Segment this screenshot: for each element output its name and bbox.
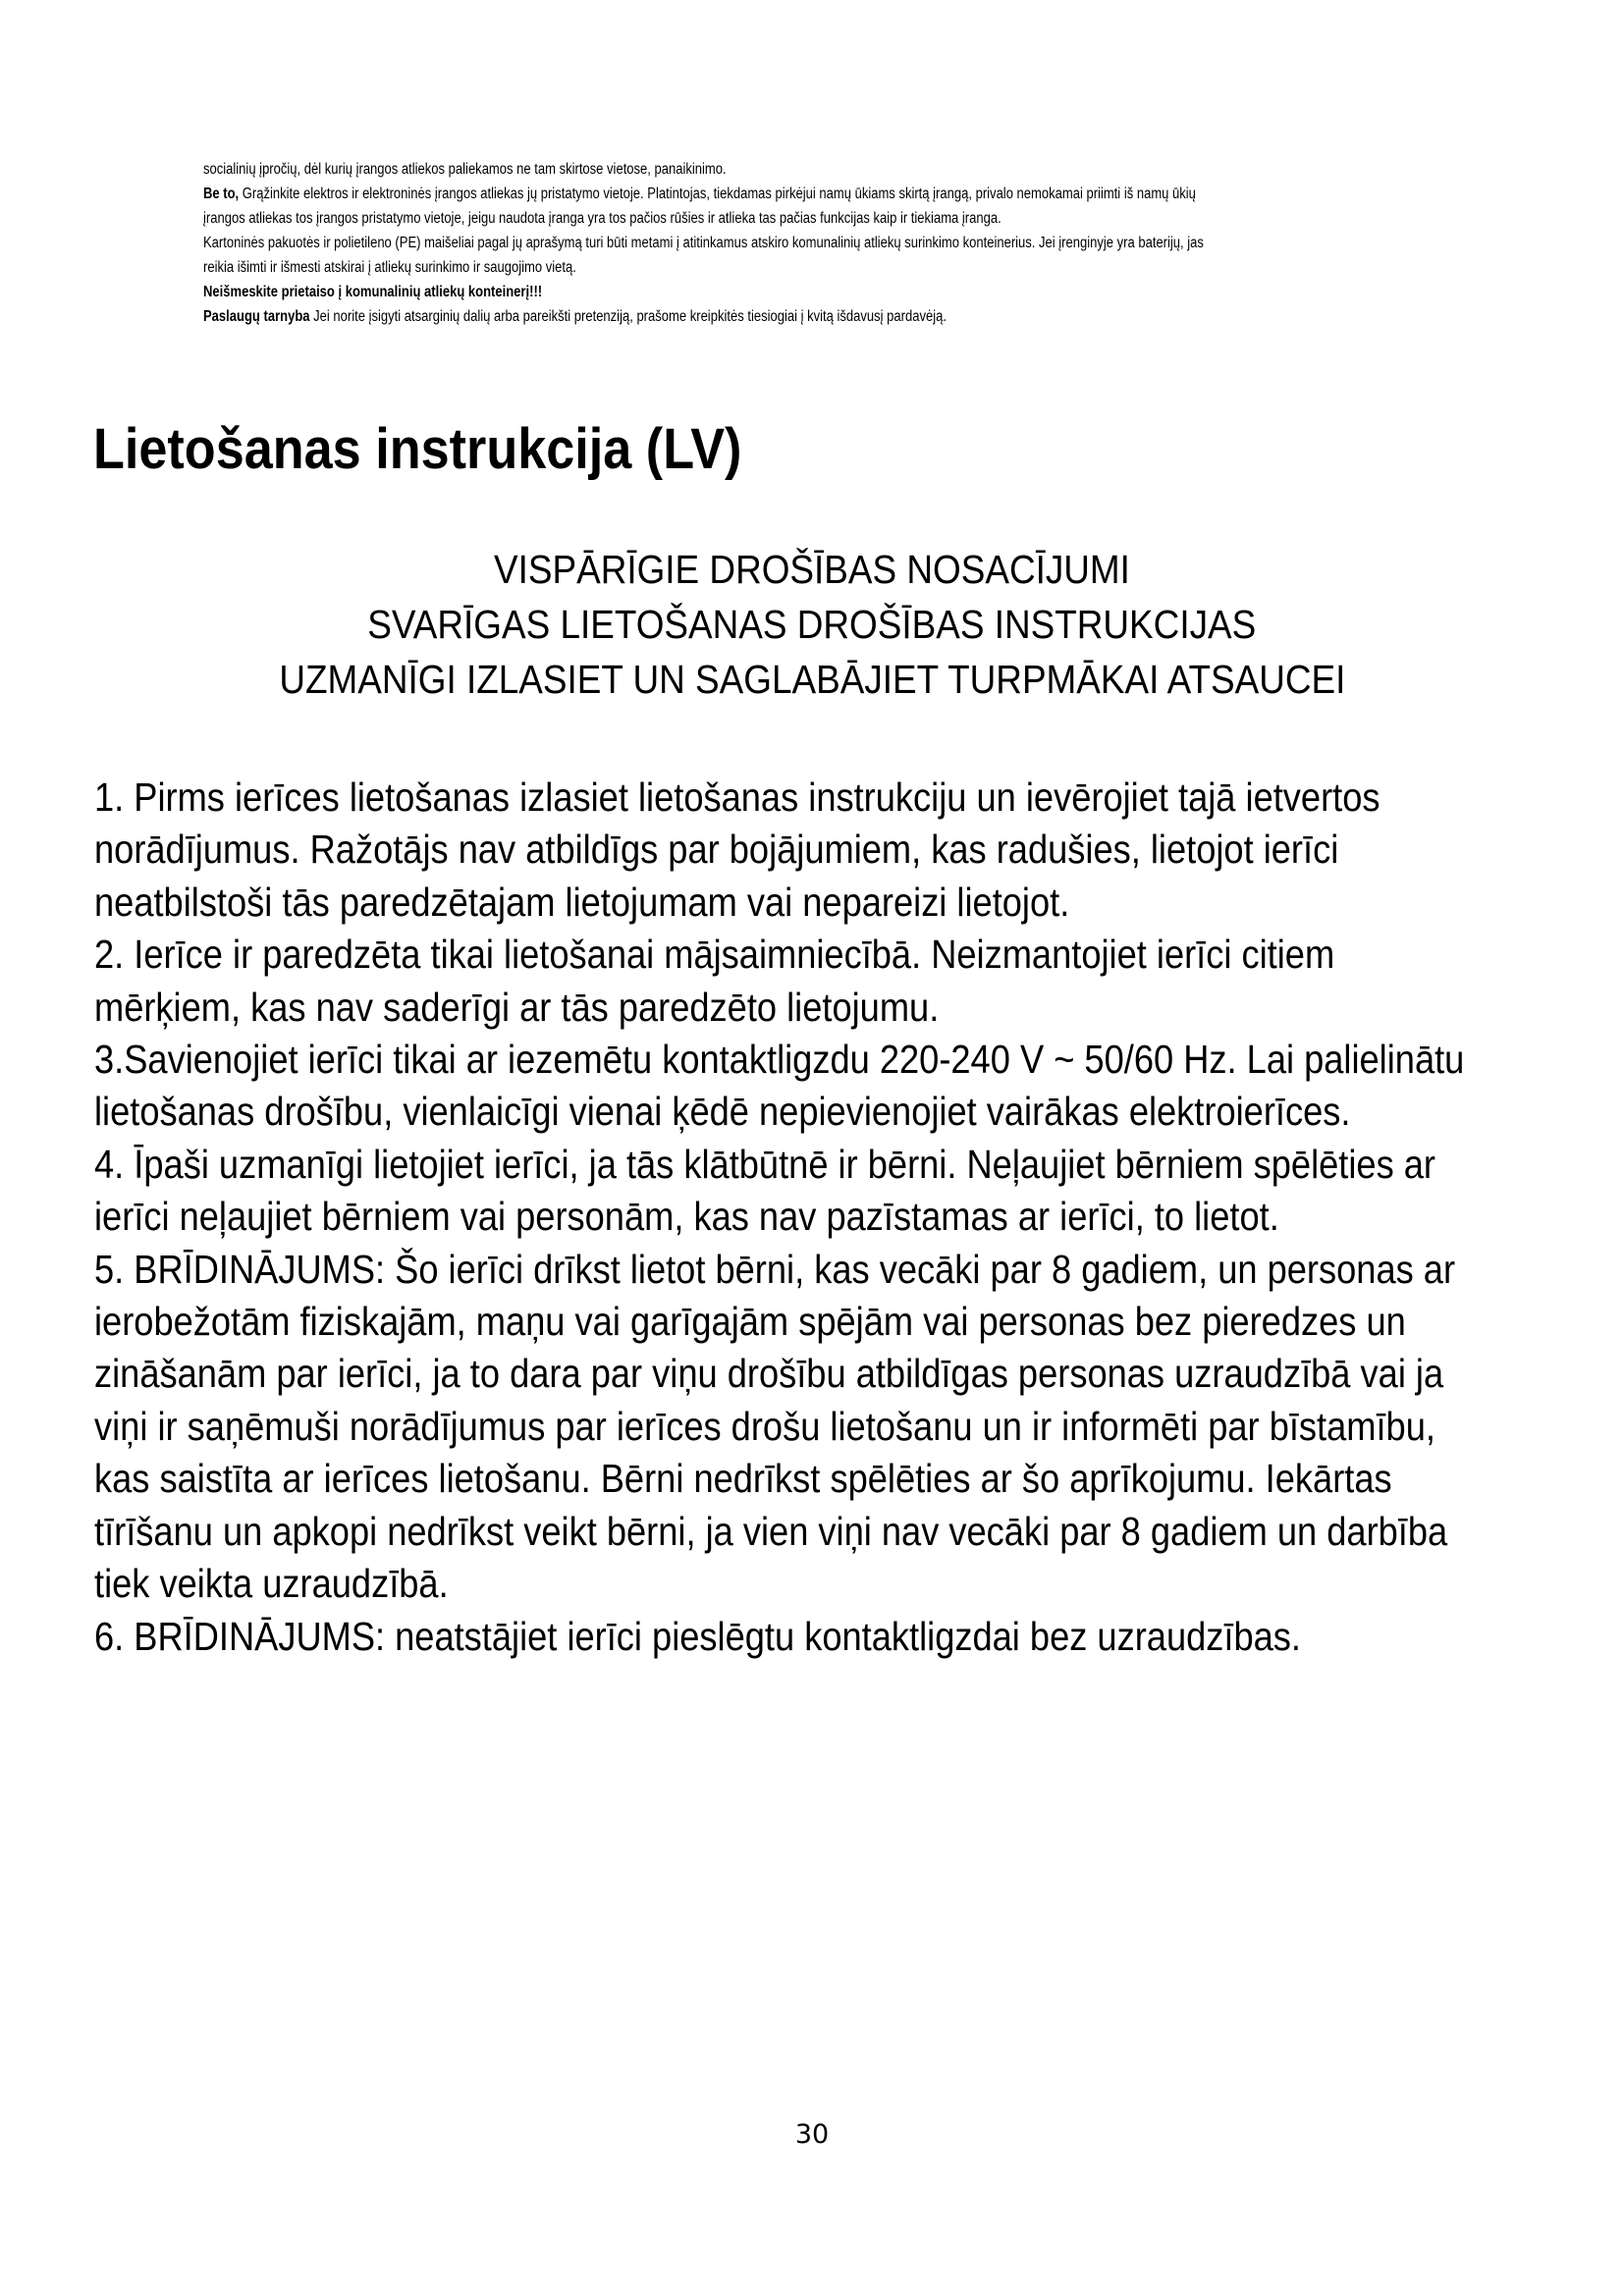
instruction-item-2: 2. Ierīce ir paredzēta tikai lietošanai mājsaimniecībā. Neizmantojiet ierīci citiem mērķiem, kas nav saderīgi ar tās paredzēto lietojumu. xyxy=(94,932,1335,1030)
notice-warning-text: Neišmeskite prietaiso į komunalinių atliekų konteinerį!!! xyxy=(203,284,543,300)
notice-service-lead: Paslaugų tarnyba xyxy=(203,308,310,325)
notice-warning xyxy=(203,280,1226,304)
heading-read-and-keep-text: UZMANĪGI IZLASIET UN SAGLABĀJIET TURPMĀKAI ATSAUCEI xyxy=(278,657,1346,702)
notice-return-text: Grąžinkite elektros ir elektroninės įrangos atliekas jų pristatymo vietoje. Platintojas, tiekdamas pirkėjui namų ūkiams skirtą įrangą, privalo nemokamai priimti iš namų ūkių įrangos atliekas tos įrangos pristatymo vietoje, jeigu naudota įranga yra tos pačios rūšies ir atlieka tas pačias funkcijas kaip ir tiekiama įranga. xyxy=(203,186,1196,227)
heading-general-safety xyxy=(0,542,1624,597)
instruction-item-4: 4. Īpaši uzmanīgi lietojiet ierīci, ja tās klātbūtnē ir bērni. Neļaujiet bērniem spēlēties ar ierīci neļaujiet bērniem vai personām, kas nav pazīstamas ar ierīci, to lietot. xyxy=(94,1141,1435,1240)
notice-return-lead: Be to, xyxy=(203,186,240,202)
notice-return-paragraph xyxy=(203,182,1226,231)
safety-headings xyxy=(0,542,1624,707)
heading-general-safety-text: VISPĀRĪGIE DROŠĪBAS NOSACĪJUMI xyxy=(494,547,1130,592)
notice-service-text: Jei norite įsigyti atsarginių dalių arba pareikšti pretenziją, prašome kreipkitės tiesiogiai į kvitą išdavusį pardavėją. xyxy=(309,308,947,325)
heading-important-instructions xyxy=(0,597,1624,652)
heading-read-and-keep xyxy=(0,652,1624,707)
page-number: 30 xyxy=(794,2119,830,2150)
instruction-item-1: 1. Pirms ierīces lietošanas izlasiet lietošanas instrukciju un ievērojiet tajā ietvertos norādījumus. Ražotājs nav atbildīgs par bojājumiem, kas radušies, lietojot ierīci neatbilstoši tās paredzētajam lietojumam vai nepareizi lietojot. xyxy=(94,774,1380,925)
lithuanian-disposal-notice xyxy=(203,157,1226,329)
notice-packaging-paragraph: Kartoninės pakuotės ir polietileno (PE) maišeliai pagal jų aprašymą turi būti metami į atitinkamus atskiro komunalinių atliekų surinkimo konteinerius. Jei įrenginyje yra baterijų, jas reikia išimti ir išmesti atskirai į atliekų surinkimo ir saugojimo vietą. xyxy=(203,235,1204,276)
page-title: Lietošanas instrukcija (LV) xyxy=(93,417,742,481)
safety-instructions-list xyxy=(94,772,1465,1663)
instruction-item-3: 3.Savienojiet ierīci tikai ar iezemētu kontaktligzdu 220-240 V ~ 50/60 Hz. Lai palielinātu lietošanas drošību, vienlaicīgi vienai ķēdē nepievienojiet vairākas elektroierīces. xyxy=(94,1037,1465,1135)
notice-line-habits: socialinių įpročių, dėl kurių įrangos atliekos paliekamos ne tam skirtose vietose, panaikinimo. xyxy=(203,161,727,178)
instruction-item-6: 6. BRĪDINĀJUMS: neatstājiet ierīci pieslēgtu kontaktligzdai bez uzraudzības. xyxy=(94,1613,1301,1659)
instruction-item-5: 5. BRĪDINĀJUMS: Šo ierīci drīkst lietot bērni, kas vecāki par 8 gadiem, un personas ar ierobežotām fiziskajām, maņu vai garīgajām spējām vai personas bez pieredzes un zināšanām par ierīci, ja to dara par viņu drošību atbildīgas personas uzraudzībā vai ja viņi ir saņēmuši norādījumus par ierīces drošu lietošanu un ir informēti par bīstamību, kas saistīta ar ierīces lietošanu. Bērni nedrīkst spēlēties ar šo aprīkojumu. Iekārtas tīrīšanu un apkopi nedrīkst veikt bērni, ja vien viņi nav vecāki par 8 gadiem un darbība tiek veikta uzraudzībā. xyxy=(94,1246,1456,1607)
heading-important-instructions-text: SVARĪGAS LIETOŠANAS DROŠĪBAS INSTRUKCIJAS xyxy=(367,602,1257,647)
notice-service-paragraph xyxy=(203,304,1226,329)
